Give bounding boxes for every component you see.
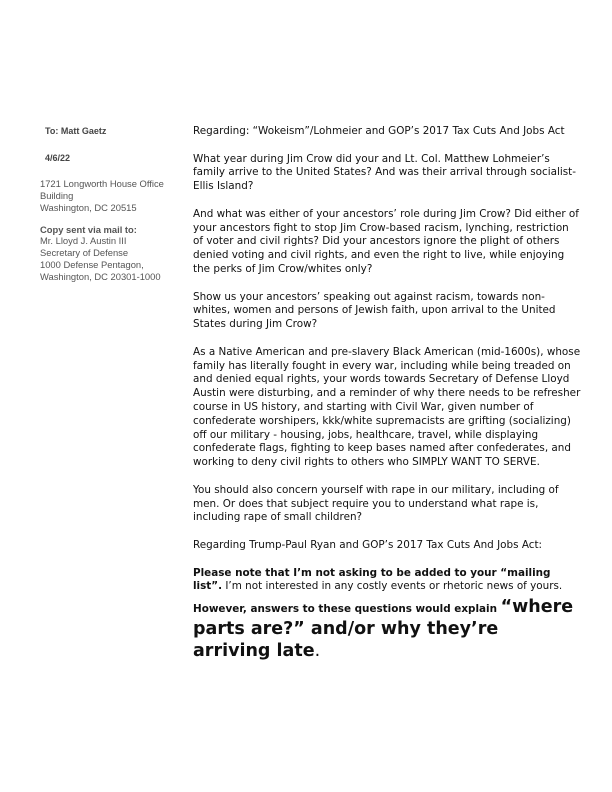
recipient-address — [40, 178, 182, 215]
address-line: Building — [40, 190, 74, 202]
copy-line: 1000 Defense Pentagon, — [40, 259, 144, 271]
letter-date: 4/6/22 — [45, 153, 71, 163]
copy-recipient — [40, 235, 182, 284]
mailing-list-bold: Please note that I’m not asking to be added to your “mailing list”. — [193, 566, 551, 593]
sidebar — [40, 126, 182, 283]
paragraph: Show us your ancestors’ speaking out against racism, towards non-whites, women and persons of Jewish faith, upon arrival to the United States during Jim Crow? — [193, 290, 556, 331]
paragraph: You should also concern yourself with rape in our military, including of men. Or does that subject require you to understand what rape is, including rape of small children? — [193, 483, 559, 524]
address-line: 1721 Longworth House Office — [40, 178, 164, 189]
copy-line: Washington, DC 20301-1000 — [40, 271, 161, 283]
closing-statement — [193, 596, 581, 662]
closing-bold: However, answers to these questions would explain — [193, 603, 501, 616]
closing-emphasis: “where parts are?” and/or why they’re arriving late — [193, 597, 574, 662]
paragraph: As a Native American and pre-slavery Black American (mid-1600s), whose family has literally fought in every war, including while being treaded on and denied equal rights, your words towards Secretary of Defense Lloyd Austin were disturbing, and a reminder of why there needs to be refresher course in US history, and starting with Civil War, given number of confederate worshipers, kkk/white supremacists are grifting (socializing) off our military - housing, jobs, healthcare, travel, while displaying confederate flags, fighting to keep bases named after confederates, and working to deny civil rights to others who SIMPLY WANT TO SERVE. — [193, 345, 581, 469]
letter-body — [193, 125, 581, 662]
copy-line: Secretary of Defense — [40, 246, 129, 258]
paragraph: What year during Jim Crow did your and Lt. Col. Matthew Lohmeier’s family arrive to the United States? And was their arrival through socialist-Ellis Island? — [193, 152, 576, 193]
copy-label: Copy sent via mail to: — [40, 223, 137, 235]
subject-line: Regarding: “Wokeism”/Lohmeier and GOP’s 2017 Tax Cuts And Jobs Act — [193, 125, 565, 137]
paragraph: And what was either of your ancestors’ role during Jim Crow? Did either of your ancestors fight to stop Jim Crow-based racism, lynching, restriction of voter and civil rights? Did your ancestors ignore the plight of others denied voting and civil rights, and even the right to live, while enjoying the perks of Jim Crow/whites only? — [193, 207, 579, 275]
copy-line: Mr. Lloyd J. Austin III — [40, 234, 127, 246]
paragraph: Regarding Trump-Paul Ryan and GOP’s 2017 Tax Cuts And Jobs Act: — [193, 538, 543, 551]
recipient-line: To: Matt Gaetz — [45, 126, 107, 136]
mailing-list-note — [193, 567, 581, 595]
mailing-list-rest: I’m not interested in any costly events or rhetoric news of yours. — [222, 580, 563, 593]
address-line: Washington, DC 20515 — [40, 202, 137, 214]
closing-period: . — [314, 641, 321, 662]
